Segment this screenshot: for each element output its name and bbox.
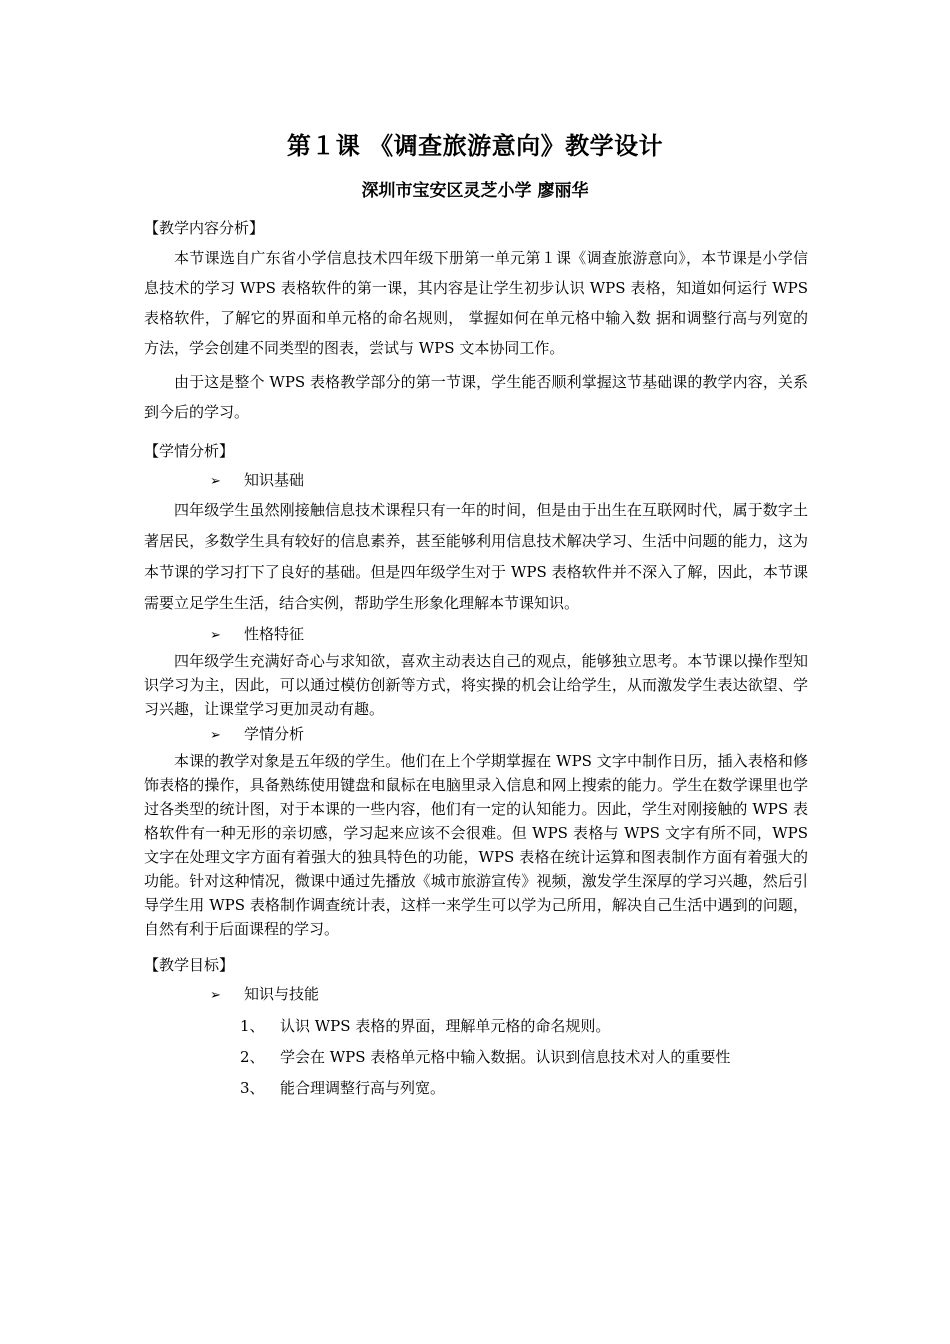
arrow-bullet-icon: ➢ <box>210 474 221 489</box>
numbered-item <box>144 1073 808 1104</box>
bullet-label: 性格特征 <box>244 625 305 643</box>
arrow-bullet-icon: ➢ <box>210 728 221 743</box>
section-heading-content-analysis: 【教学内容分析】 <box>144 219 265 237</box>
bullet-label: 学情分析 <box>244 725 305 743</box>
bullet-item <box>144 467 808 495</box>
item-text: 认识 WPS 表格的界面，理解单元格的命名规则。 <box>280 1017 611 1035</box>
arrow-bullet-icon: ➢ <box>210 628 221 643</box>
numbered-item <box>144 1011 808 1042</box>
item-number: 1、 <box>240 1017 265 1035</box>
document-body <box>144 216 808 1104</box>
author-line: 深圳市宝安区灵芝小学 廖丽华 <box>361 181 589 201</box>
bullet-item <box>144 981 808 1009</box>
paragraph: 本节课选自广东省小学信息技术四年级下册第一单元第１课《调查旅游意向》，本节课是小学信息技术的学习 WPS 表格软件的第一课，其内容是让学生初步认识 WPS 表格，知道如何运行 WPS 表格软件，了解它的界面和单元格的命名规则， 掌握如何在单元格中输入数 据和调整行高与列宽的方法，学会创建不同类型的图表，尝试与 WPS 文本协同工作。 <box>144 249 808 357</box>
item-text: 学会在 WPS 表格单元格中输入数据。认识到信息技术对人的重要性 <box>280 1048 731 1066</box>
numbered-item <box>144 1042 808 1073</box>
item-number: 2、 <box>240 1048 265 1066</box>
arrow-bullet-icon: ➢ <box>210 988 221 1003</box>
document-title: 第１课 《调查旅游意向》教学设计 <box>286 131 664 160</box>
item-text: 能合理调整行高与列宽。 <box>280 1079 446 1097</box>
section-heading-objectives: 【教学目标】 <box>144 956 235 974</box>
bullet-item <box>144 721 808 749</box>
item-number: 3、 <box>240 1079 265 1097</box>
paragraph: 由于这是整个 WPS 表格教学部分的第一节课，学生能否顺利掌握这节基础课的教学内容，关系到今后的学习。 <box>144 373 808 421</box>
paragraph: 本课的教学对象是五年级的学生。他们在上个学期掌握在 WPS 文字中制作日历，插入表格和修饰表格的操作，具备熟练使用键盘和鼠标在电脑里录入信息和网上搜索的能力。学生在数学课里也学过各类型的统计图，对于本课的一些内容，他们有一定的认知能力。因此，学生对刚接触的 WPS 表格软件有一种无形的亲切感，学习起来应该不会很难。但 WPS 表格与 WPS 文字有所不同，WPS 文字在处理文字方面有着强大的独具特色的功能，WPS 表格在统计运算和图表制作方面有着强大的功能。针对这种情况，微课中通过先播放《城市旅游宣传》视频，激发学生深厚的学习兴趣，然后引导学生用 WPS 表格制作调查统计表，这样一来学生可以学为己所用，解决自己生活中遇到的问题，自然有利于后面课程的学习。 <box>144 752 808 938</box>
paragraph: 四年级学生虽然刚接触信息技术课程只有一年的时间，但是由于出生在互联网时代，属于数字土著居民，多数学生具有较好的信息素养，甚至能够利用信息技术解决学习、生活中问题的能力，这为本节课的学习打下了良好的基础。但是四年级学生对于 WPS 表格软件并不深入了解，因此，本节课需要立足学生生活，结合实例，帮助学生形象化理解本节课知识。 <box>144 501 808 612</box>
paragraph: 四年级学生充满好奇心与求知欲，喜欢主动表达自己的观点，能够独立思考。本节课以操作型知识学习为主，因此，可以通过模仿创新等方式，将实操的机会让给学生，从而激发学生表达欲望、学习兴趣，让课堂学习更加灵动有趣。 <box>144 652 808 718</box>
bullet-label: 知识基础 <box>244 471 305 489</box>
bullet-item <box>144 621 808 649</box>
section-heading-student-analysis: 【学情分析】 <box>144 442 235 460</box>
bullet-label: 知识与技能 <box>244 985 320 1003</box>
